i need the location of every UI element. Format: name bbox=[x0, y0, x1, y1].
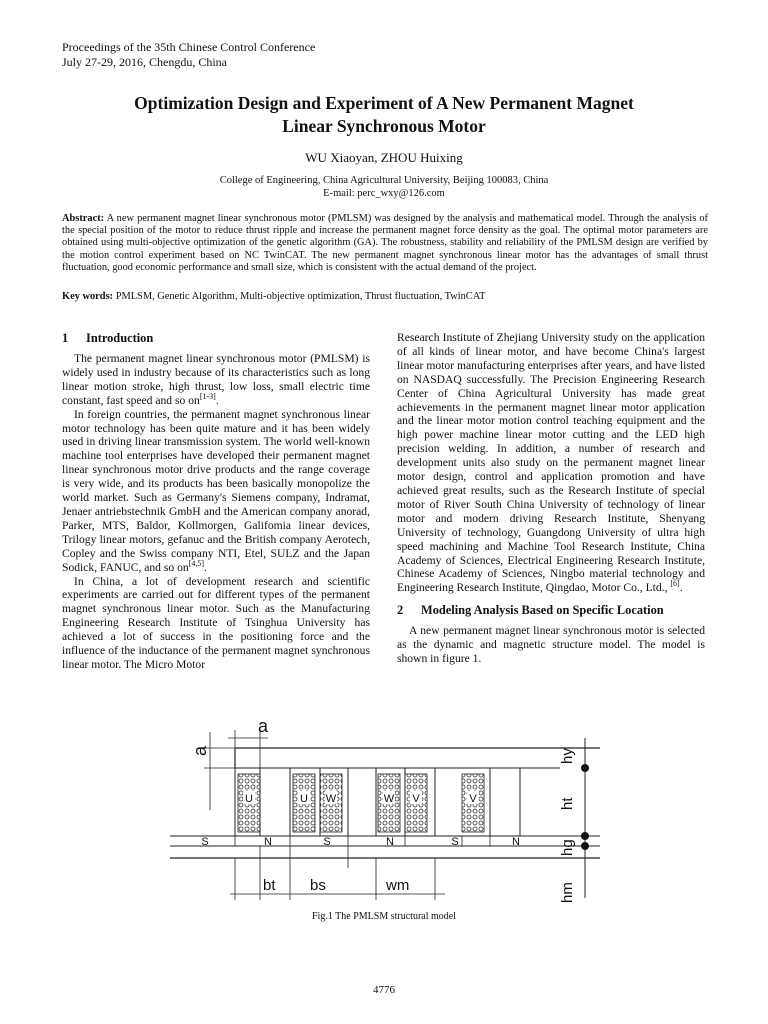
section-1-heading: 1 Introduction bbox=[62, 331, 154, 345]
tooth bbox=[348, 768, 376, 836]
left-column bbox=[62, 331, 370, 672]
dimension-node bbox=[581, 842, 589, 850]
dimension-node bbox=[581, 832, 589, 840]
conference-dates: July 27-29, 2016, Chengdu, China bbox=[62, 55, 227, 69]
authors: WU Xiaoyan, ZHOU Huixing bbox=[305, 150, 463, 165]
abstract-label: Abstract: bbox=[62, 213, 105, 224]
title-line-1: Optimization Design and Experiment of A New Permanent Magnet bbox=[134, 93, 634, 113]
dimension-a-side: a bbox=[190, 745, 210, 756]
email: E-mail: perc_wxy@126.com bbox=[323, 188, 445, 199]
keywords-text: PMLSM, Genetic Algorithm, Multi-objective optimization, Thrust fluctuation, TwinCAT bbox=[113, 291, 486, 302]
proceedings-line: Proceedings of the 35th Chinese Control Conference bbox=[62, 40, 316, 54]
section-1-paragraph-3-continued: Research Institute of Zhejiang University study on the application of all kinds of linear motor, and have become China's largest linear motor manufacturing enterprises after years, and have listed on NASDAQ successfully. The Precision Engineering Research Center of China Agricultural University has made great achievements in the permanent magnet linear motor application and the linear motor motion control teaching equipment and the high power machine linear motor cutting and the LED high precision welding. In addition, a number of research and development units also study on the permanent magnet linear motor design, control and application promotion and have achieved great results, such as the Research Institute of special motor of River South China University of technology of linear motor and modern driving Research Institute, Shenyang University of technology, Guangdong University of ultra high speed machining and Machine Tool Research Institute, China Academy of Sciences, Electrical Engineering Research Institute, Chinese Academy of Sciences, Ningbo material technology and Engineering Research Institute, Qingdao, Motor Co., Ltd., [6]. bbox=[397, 331, 705, 595]
citation: [4,5] bbox=[188, 558, 205, 568]
pole-label: S bbox=[323, 836, 331, 848]
dimension-a-top: a bbox=[258, 718, 269, 736]
coil-label: U bbox=[300, 793, 308, 805]
keywords bbox=[62, 291, 708, 303]
tooth bbox=[490, 768, 520, 836]
citation: [6] bbox=[670, 579, 680, 589]
pole-label: N bbox=[386, 836, 394, 848]
abstract bbox=[62, 213, 708, 274]
coil-label: V bbox=[469, 793, 477, 805]
citation: [1-3] bbox=[199, 391, 216, 401]
pmlsm-structural-diagram bbox=[160, 718, 620, 908]
dimension-bt: bt bbox=[263, 877, 276, 894]
keywords-label: Key words: bbox=[62, 291, 114, 302]
figure-caption: Fig.1 The PMLSM structural model bbox=[312, 911, 456, 922]
coil-label: V bbox=[412, 793, 420, 805]
section-2-heading: 2 Modeling Analysis Based on Specific Location bbox=[397, 603, 664, 618]
section-1-paragraph-2: In foreign countries, the permanent magnet synchronous linear motor technology has been quite mature and it has been widely used in driving linear transmission system. The world well-known machine tool enterprises have developed their permanent magnet linear synchronous motor drive products and the range coverage is very wide, and its products has been basically monopolize the world market. Such as Germany's Siemens company, Indramat, Jenaer antriebstechnik GmbH and the American company anorad, Parker, MTS, Baldor, Kollmorgen, Galifomia linear devices, Trilogy linear motors, gefanuc and the British company Aerotech, Copley and the Swiss company NTI, Etel, SULZ and the Japan Sodick, FANUC, and so on[4,5]. bbox=[62, 407, 370, 574]
section-2-paragraph-1: A new permanent magnet linear synchronous motor is selected as the dynamic and magnetic structure model. The model is shown in figure 1. bbox=[397, 624, 705, 666]
dimension-bs: bs bbox=[310, 877, 326, 894]
dimension-node bbox=[581, 764, 589, 772]
dimension-hy: hy bbox=[559, 748, 576, 764]
dimension-wm: wm bbox=[386, 877, 410, 894]
right-column bbox=[397, 331, 705, 666]
abstract-text: A new permanent magnet linear synchronous motor (PMLSM) was designed by the analysis and mathematical model. Through the analysis of the special position of the motor to reduce thrust ripple and increase the permanent magnet force density as the goal. The optimal motor parameters are obtained using multi-objective optimization of the genetic algorithm (GA). The robustness, stability and reliability of the PMLSM design are verified by the motion control experiment based on NC TwinCAT. The new permanent magnet synchronous linear motor has the advantages of small thrust fluctuation, good economic performance and small size, which is consistent with the actual demand of the project. bbox=[62, 213, 708, 273]
section-1-paragraph-3: In China, a lot of development research and scientific experiments are carried out for different types of the permanent magnet synchronous linear motor. Such as the Manufacturing Engineering Research Institute of Tsinghua University has achieved a lot of success in the positioning force and the influence of the inductance of the permanent magnet synchronous linear motor. The Micro Motor bbox=[62, 574, 370, 671]
pole-label: S bbox=[451, 836, 459, 848]
dimension-hg: hg bbox=[559, 839, 576, 856]
paper-title bbox=[60, 92, 708, 138]
coil-label: W bbox=[383, 793, 395, 805]
coil-label: W bbox=[325, 793, 337, 805]
pole-label: N bbox=[264, 836, 272, 848]
coils bbox=[238, 774, 484, 832]
coil-label: U bbox=[245, 793, 253, 805]
section-1-paragraph-1: The permanent magnet linear synchronous motor (PMLSM) is widely used in industry because of its characteristics such as long linear motion stroke, high thrust, low loss, small electric time constant, fast speed and so on[1-3]. bbox=[62, 352, 370, 407]
title-line-2: Linear Synchronous Motor bbox=[282, 116, 486, 136]
pole-label: S bbox=[201, 836, 209, 848]
dimension-ht: ht bbox=[559, 797, 576, 810]
affiliation: College of Engineering, China Agricultural University, Beijing 100083, China bbox=[219, 175, 549, 186]
page-number: 4776 bbox=[373, 984, 395, 996]
dimension-hm: hm bbox=[559, 882, 576, 903]
pole-label: N bbox=[512, 836, 520, 848]
